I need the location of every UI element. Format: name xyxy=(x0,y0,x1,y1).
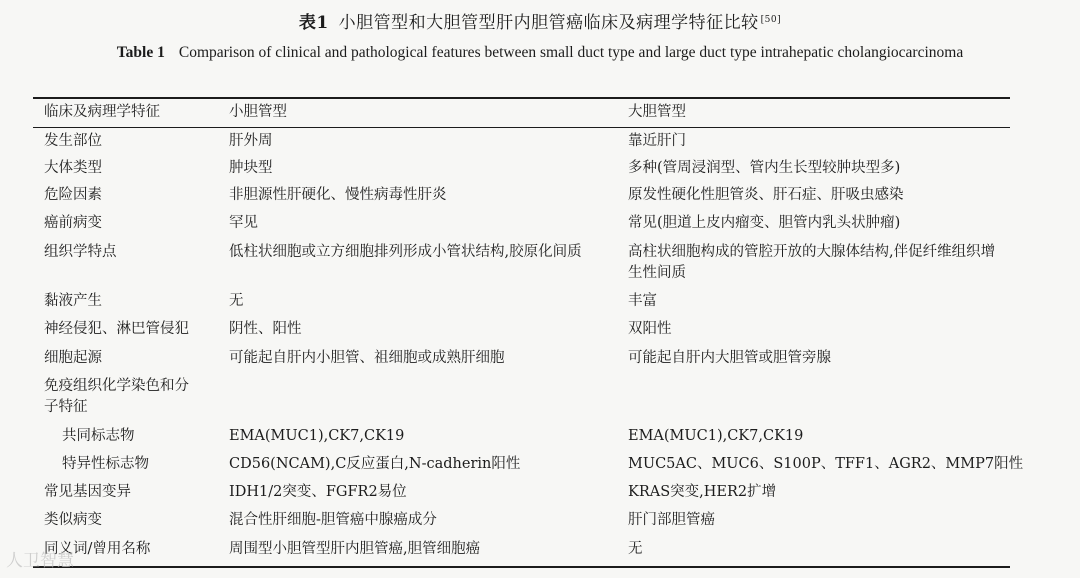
row-large-duct: 多种(管周浸润型、管内生长型较肿块型多) xyxy=(628,160,901,176)
column-header-large-duct: 大胆管型 xyxy=(628,104,686,120)
row-feature: 同义词/曾用名称 xyxy=(44,541,151,557)
caption-cn-label: 表1 xyxy=(298,13,329,33)
row-feature: 类似病变 xyxy=(44,512,102,528)
row-small-duct: 低柱状细胞或立方细胞排列形成小管状结构,胶原化间质 xyxy=(229,244,582,260)
row-small-duct: 罕见 xyxy=(229,215,258,231)
caption-cn-title: 小胆管型和大胆管型肝内胆管癌临床及病理学特征比较 xyxy=(338,13,759,33)
row-feature: 神经侵犯、淋巴管侵犯 xyxy=(44,321,189,337)
row-large-duct: 丰富 xyxy=(628,293,657,309)
caption-en-label: Table 1 xyxy=(116,44,165,61)
row-small-duct: EMA(MUC1),CK7,CK19 xyxy=(229,428,405,444)
row-feature: 癌前病变 xyxy=(44,215,102,231)
row-small-duct: 阴性、阳性 xyxy=(229,321,302,337)
caption-en-title: Comparison of clinical and pathological features between small duct type and large duct type intrahepatic cholangiocarcinoma xyxy=(178,44,964,61)
row-large-duct: 可能起自肝内大胆管或胆管旁腺 xyxy=(628,350,831,366)
row-feature: 黏液产生 xyxy=(44,293,102,309)
row-feature: 特异性标志物 xyxy=(62,456,149,472)
row-small-duct: 非胆源性肝硬化、慢性病毒性肝炎 xyxy=(229,187,447,203)
row-feature: 大体类型 xyxy=(44,160,102,176)
row-large-duct: 常见(胆道上皮内瘤变、胆管内乳头状肿瘤) xyxy=(628,215,901,231)
row-feature: 共同标志物 xyxy=(62,428,135,444)
row-feature: 细胞起源 xyxy=(44,350,102,366)
row-feature-group: 免疫组织化学染色和分子特征 xyxy=(44,378,189,415)
row-large-duct: MUC5AC、MUC6、S100P、TFF1、AGR2、MMP7阳性 xyxy=(628,456,1024,472)
table-bottom-rule xyxy=(33,566,1010,568)
row-small-duct: 周围型小胆管型肝内胆管癌,胆管细胞癌 xyxy=(229,541,481,557)
column-header-small-duct: 小胆管型 xyxy=(229,104,287,120)
column-header-feature: 临床及病理学特征 xyxy=(44,104,160,120)
row-large-duct: 双阳性 xyxy=(628,321,672,337)
row-feature: 发生部位 xyxy=(44,133,102,149)
row-large-duct: 原发性硬化性胆管炎、肝石症、肝吸虫感染 xyxy=(628,187,904,203)
row-small-duct: 肝外周 xyxy=(229,133,273,149)
table-header-rule xyxy=(33,127,1010,128)
row-small-duct: 混合性肝细胞-胆管癌中腺癌成分 xyxy=(229,512,437,528)
row-small-duct: 肿块型 xyxy=(229,160,273,176)
row-small-duct: IDH1/2突变、FGFR2易位 xyxy=(229,484,407,500)
caption-cn-ref[interactable]: [50] xyxy=(760,15,782,25)
row-large-duct: 高柱状细胞构成的管腔开放的大腺体结构,伴促纤维组织增生性间质 xyxy=(628,244,996,281)
row-feature: 常见基因变异 xyxy=(44,484,131,500)
row-small-duct: CD56(NCAM),C反应蛋白,N-cadherin阳性 xyxy=(229,456,521,472)
table-caption-cn xyxy=(0,8,1080,33)
row-large-duct: 无 xyxy=(628,541,643,557)
row-feature: 危险因素 xyxy=(44,187,102,203)
row-large-duct: KRAS突变,HER2扩增 xyxy=(628,484,777,500)
row-large-duct: 肝门部胆管癌 xyxy=(628,512,715,528)
row-feature: 组织学特点 xyxy=(44,244,117,260)
row-small-duct: 无 xyxy=(229,293,244,309)
watermark: 人卫智慧 xyxy=(6,551,74,571)
table-caption-en xyxy=(90,40,990,66)
row-large-duct: EMA(MUC1),CK7,CK19 xyxy=(628,428,804,444)
row-large-duct: 靠近肝门 xyxy=(628,133,686,149)
row-small-duct: 可能起自肝内小胆管、祖细胞或成熟肝细胞 xyxy=(229,350,505,366)
table-top-rule xyxy=(33,97,1010,99)
